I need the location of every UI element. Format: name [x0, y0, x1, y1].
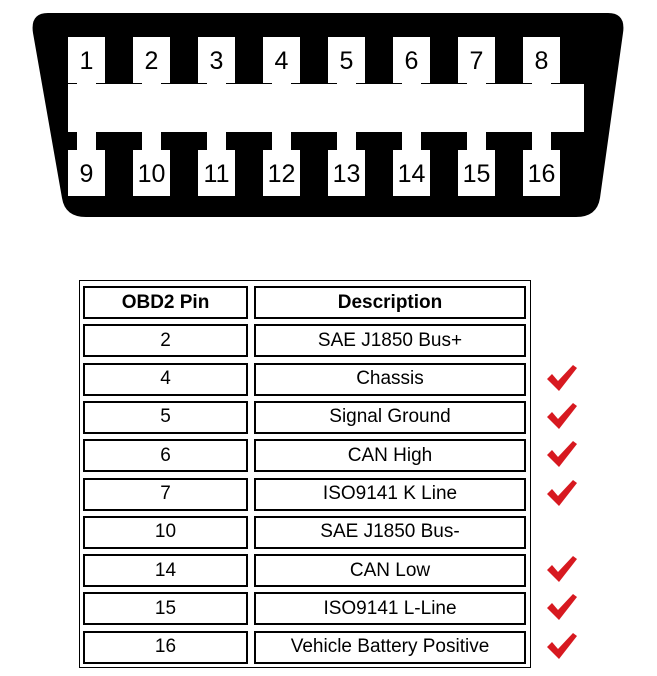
row-pin-cell: 7: [83, 478, 248, 511]
pin-7: [458, 37, 495, 85]
row-pin-cell: 10: [83, 516, 248, 549]
row-pin-cell: 15: [83, 592, 248, 625]
row-description-cell: SAE J1850 Bus-: [254, 516, 526, 549]
pin-6: [393, 37, 430, 85]
pin-10-label: 10: [137, 160, 166, 188]
checkmark-icon: [546, 364, 578, 392]
pin-15-label: 15: [462, 160, 491, 188]
pin-2-label: 2: [144, 47, 159, 75]
pin-2: [133, 37, 170, 85]
row-description-cell: CAN Low: [254, 554, 526, 587]
pin-5-stem: [337, 82, 356, 85]
pin-4-stem: [272, 82, 291, 85]
pin-3-label: 3: [209, 47, 224, 75]
header-description: Description: [254, 286, 526, 319]
row-pin-cell: 14: [83, 554, 248, 587]
checkmark-icon: [546, 632, 578, 660]
pin-11-label: 11: [203, 160, 230, 188]
connector-slot: [68, 84, 584, 132]
checkmark-icon: [546, 402, 578, 430]
pin-12-label: 12: [267, 160, 296, 188]
row-description-cell: CAN High: [254, 439, 526, 472]
pin-16-stem: [532, 131, 551, 151]
checkmark-icon: [546, 593, 578, 621]
checkmark-icon: [546, 555, 578, 583]
pin-5: [328, 37, 365, 85]
pin-8-stem: [532, 82, 551, 85]
pin-6-stem: [402, 82, 421, 85]
pin-table: [79, 280, 531, 668]
pin-4-label: 4: [274, 47, 289, 75]
pin-9-label: 9: [79, 160, 94, 188]
pin-10-stem: [142, 131, 161, 151]
pin-14-stem: [402, 131, 421, 151]
pin-9-stem: [77, 131, 96, 151]
row-pin-cell: 16: [83, 631, 248, 664]
pin-3-stem: [207, 82, 226, 85]
pin-16-label: 16: [527, 160, 556, 188]
row-description-cell: SAE J1850 Bus+: [254, 324, 526, 357]
pin-2-stem: [142, 82, 161, 85]
pin-8: [523, 37, 560, 85]
row-pin-cell: 6: [83, 439, 248, 472]
pin-1-stem: [77, 82, 96, 85]
pin-7-stem: [467, 82, 486, 85]
pin-4: [263, 37, 300, 85]
pin-14-label: 14: [397, 160, 426, 188]
header-pin: OBD2 Pin: [83, 286, 248, 319]
obd2-connector: [0, 0, 657, 230]
pin-13-label: 13: [332, 160, 361, 188]
pin-3: [198, 37, 235, 85]
pin-8-label: 8: [534, 47, 549, 75]
row-pin-cell: 5: [83, 401, 248, 434]
pin-12-stem: [272, 131, 291, 151]
pin-15-stem: [467, 131, 486, 151]
checkmark-icon: [546, 440, 578, 468]
pin-7-label: 7: [469, 47, 484, 75]
row-description-cell: ISO9141 K Line: [254, 478, 526, 511]
row-description-cell: Chassis: [254, 363, 526, 396]
pin-5-label: 5: [339, 47, 354, 75]
row-description-cell: Signal Ground: [254, 401, 526, 434]
row-description-cell: ISO9141 L-Line: [254, 592, 526, 625]
pin-1-label: 1: [79, 47, 94, 75]
pin-6-label: 6: [404, 47, 419, 75]
pin-13-stem: [337, 131, 356, 151]
row-pin-cell: 4: [83, 363, 248, 396]
pin-1: [68, 37, 105, 85]
row-description-cell: Vehicle Battery Positive: [254, 631, 526, 664]
pin-11-stem: [207, 131, 226, 151]
checkmark-icon: [546, 479, 578, 507]
row-pin-cell: 2: [83, 324, 248, 357]
